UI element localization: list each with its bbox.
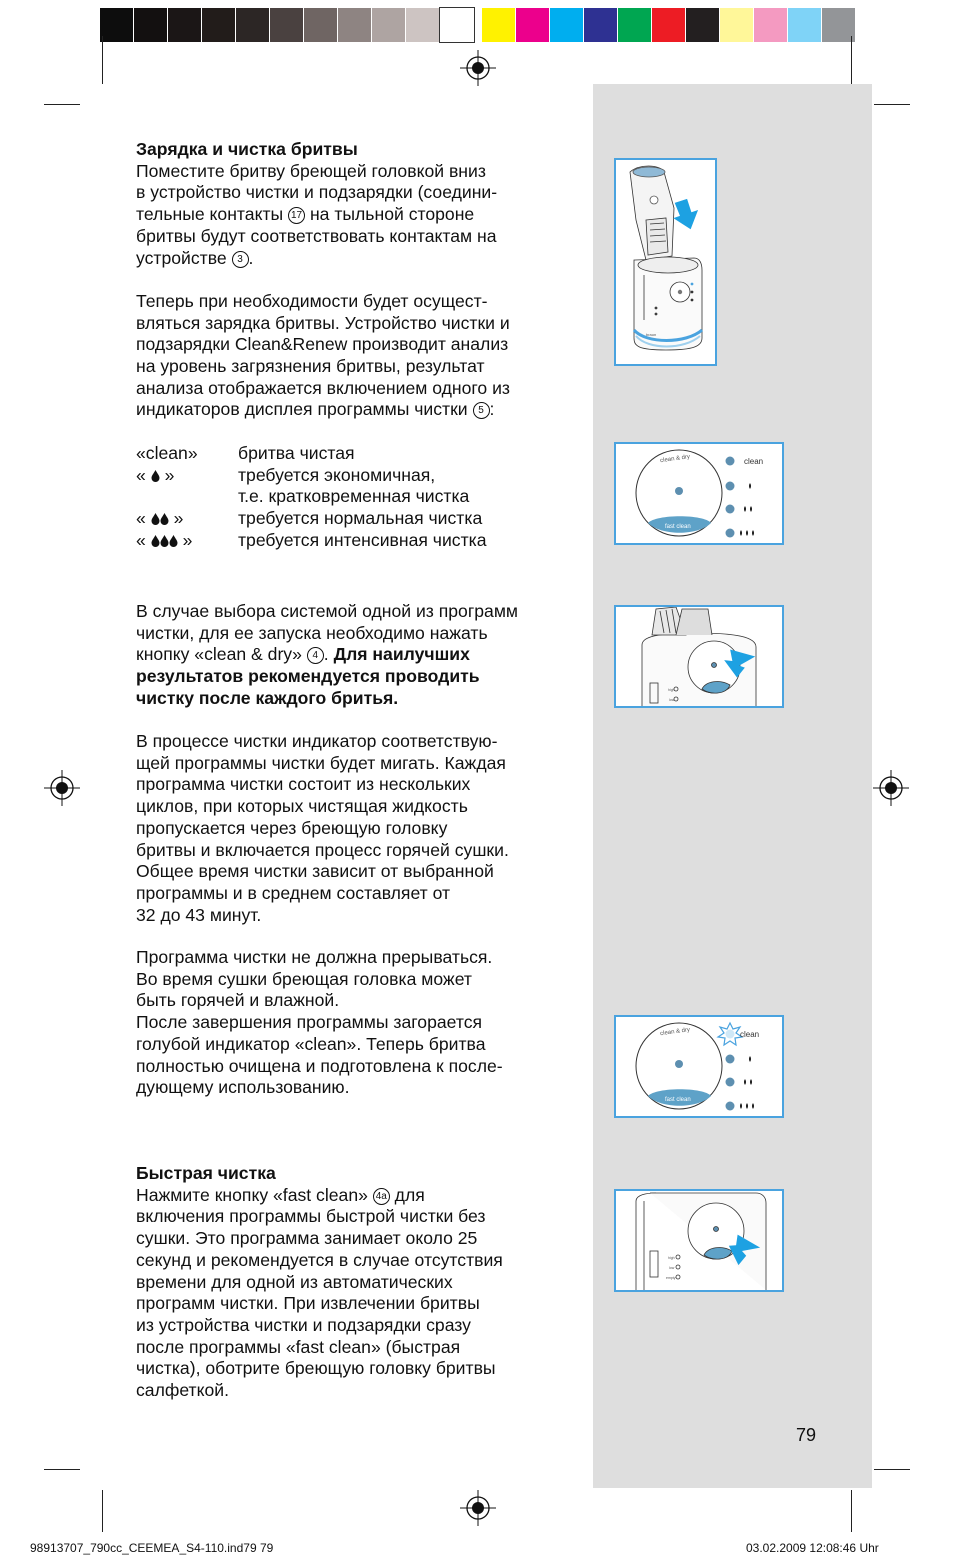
text-line: подзарядки Clean&Renew производит анализ	[136, 334, 509, 355]
reference-number: 5	[473, 402, 490, 419]
text-line: голубой индикатор «clean». Теперь бритва	[136, 1033, 486, 1054]
text-line: чистки, для ее запуска необходимо нажать	[136, 622, 488, 643]
color-swatch	[618, 8, 652, 42]
registration-mark	[873, 770, 909, 806]
color-swatch	[236, 8, 270, 42]
color-swatch	[202, 8, 236, 42]
text-line: индикаторов дисплея программы чистки 5 :	[136, 399, 495, 420]
text-line: В случае выбора системой одной из программ	[136, 601, 519, 621]
crop-mark	[851, 36, 852, 84]
reference-number: 4	[307, 647, 324, 664]
section-charging	[136, 139, 566, 551]
color-swatch	[686, 8, 720, 42]
section-title: Быстрая чистка	[136, 1163, 276, 1183]
text-line: Нажмите кнопку «fast clean» 4a для	[136, 1184, 425, 1205]
color-swatch	[134, 8, 168, 42]
text-line: времени для одной из автоматических	[136, 1271, 453, 1292]
color-swatch	[482, 8, 516, 42]
text-line: Общее время чистки зависит от выбранной	[136, 861, 494, 882]
indicator-row: « » требуется нормальная чистка	[136, 507, 483, 528]
text-line: вляться зарядка бритвы. Устройство чистки и	[136, 312, 510, 333]
text-line: кнопку «clean & dry» 4 . Для наилучших	[136, 644, 470, 665]
text-line: сушки. Это программа занимает около 25	[136, 1228, 478, 1249]
text-line: анализа отображается включением одного из	[136, 377, 510, 398]
reference-number: 3	[232, 251, 249, 268]
text-line: после программы «fast clean» (быстрая	[136, 1336, 461, 1357]
text-line: включения программы быстрой чистки без	[136, 1206, 486, 1227]
color-swatch	[338, 8, 372, 42]
text-line: тельные контакты 17 на тыльной стороне	[136, 204, 475, 225]
figure-display-indicators	[614, 442, 784, 545]
text-line: щей программы чистки будет мигать. Каждая	[136, 752, 506, 773]
registration-mark	[460, 1490, 496, 1526]
page-number: 79	[796, 1425, 817, 1445]
text-line: бритвы и включается процесс горячей сушки.	[136, 839, 509, 860]
crop-mark	[102, 1490, 103, 1532]
color-swatch	[584, 8, 618, 42]
text-line: программ чистки. При извлечении бритвы	[136, 1293, 480, 1314]
text-line: в устройство чистки и подзарядки (соедини-	[136, 182, 498, 203]
color-swatch	[652, 8, 686, 42]
indicator-list	[136, 443, 566, 552]
text-line: программы и в среднем составляет от	[136, 882, 451, 903]
crop-mark	[874, 104, 910, 105]
crop-mark	[102, 36, 103, 84]
text-line: программа чистки состоит из нескольких	[136, 774, 471, 795]
color-swatch	[754, 8, 788, 42]
text-line: дующему использованию.	[136, 1077, 350, 1098]
color-swatch	[516, 8, 550, 42]
crop-mark	[44, 104, 80, 105]
text-line: Поместите бритву бреющей головкой вниз	[136, 160, 486, 181]
brand-label: braun	[646, 332, 657, 337]
section-cleaning-process	[136, 731, 566, 926]
crop-mark	[44, 1469, 80, 1470]
reference-number: 4a	[373, 1188, 390, 1205]
color-swatch	[304, 8, 338, 42]
section-program-end	[136, 947, 566, 1099]
svg-text:high: high	[668, 688, 675, 692]
text-line: чистку после каждого бритья.	[136, 687, 399, 708]
color-swatch	[372, 8, 406, 42]
section-title: Зарядка и чистка бритвы	[136, 139, 358, 159]
footer-timestamp: 03.02.2009 12:08:46 Uhr	[746, 1541, 879, 1555]
footer-file-info: 98913707_790cc_CEEMEA_S4-110.ind79 79	[30, 1541, 274, 1555]
text-line: салфеткой.	[136, 1380, 229, 1401]
indicator-row: «clean» бритва чистая	[136, 442, 355, 463]
text-line: бритвы будут соответствовать контактам на	[136, 225, 497, 246]
text-line: Теперь при необходимости будет осущест-	[136, 290, 488, 311]
text-line: чистка), оботрите бреющую головку бритвы	[136, 1358, 496, 1379]
process-color-bar	[482, 8, 856, 42]
indicator-row: т.е. кратковременная чистка	[238, 486, 470, 507]
indicator-row: « » требуется экономичная,	[136, 464, 436, 485]
text-line: полностью очищена и подготовлена к после-	[136, 1055, 503, 1076]
grayscale-color-bar	[100, 8, 474, 42]
section-fast-clean	[136, 1163, 566, 1402]
figure-press-fast-clean	[614, 1189, 784, 1292]
text-line: устройстве 3 .	[136, 247, 254, 268]
svg-text:low: low	[669, 698, 675, 702]
text-line: из устройства чистки и подзарядки сразу	[136, 1314, 471, 1335]
reference-number: 17	[288, 207, 305, 224]
text-line: В процессе чистки индикатор соответствую-	[136, 731, 498, 751]
color-swatch	[440, 8, 474, 42]
drop-icon	[151, 530, 178, 550]
color-swatch	[406, 8, 440, 42]
figure-press-clean-dry	[614, 605, 784, 708]
registration-mark	[460, 50, 496, 86]
registration-mark	[44, 770, 80, 806]
text-line: результатов рекомендуется проводить	[136, 666, 480, 687]
figure-shaver-insert	[614, 158, 717, 366]
text-line: секунд и рекомендуется в случае отсутствия	[136, 1249, 503, 1270]
color-swatch	[270, 8, 304, 42]
text-line: Во время сушки бреющая головка может	[136, 968, 472, 989]
crop-mark	[874, 1469, 910, 1470]
svg-text:fast clean: fast clean	[665, 1097, 691, 1103]
text-line: После завершения программы загорается	[136, 1012, 483, 1033]
color-swatch	[100, 8, 134, 42]
indicator-row: « » требуется интенсивная чистка	[136, 529, 487, 550]
color-swatch	[720, 8, 754, 42]
text-line: на уровень загрязнения бритвы, результат	[136, 356, 485, 377]
text-line: циклов, при которых чистящая жидкость	[136, 796, 468, 817]
drop-icon	[151, 465, 160, 485]
svg-text:low: low	[669, 1266, 675, 1270]
crop-mark	[851, 1490, 852, 1532]
color-swatch	[550, 8, 584, 42]
section-start-cleaning	[136, 601, 566, 710]
text-line: пропускается через бреющую головку	[136, 817, 448, 838]
svg-text:empty: empty	[666, 1276, 676, 1280]
svg-text:fast clean: fast clean	[665, 524, 691, 530]
svg-text:clean: clean	[744, 457, 764, 466]
svg-text:high: high	[668, 1256, 675, 1260]
text-line: 32 до 43 минут.	[136, 904, 262, 925]
color-swatch	[788, 8, 822, 42]
svg-text:clean: clean	[740, 1030, 760, 1039]
drop-icon	[151, 508, 169, 528]
svg-text:clean & dry: clean & dry	[659, 1027, 691, 1038]
text-line: Программа чистки не должна прерываться.	[136, 947, 493, 967]
color-swatch	[168, 8, 202, 42]
text-line: быть горячей и влажной.	[136, 990, 340, 1011]
figure-display-clean-lit	[614, 1015, 784, 1118]
svg-text:clean & dry: clean & dry	[659, 454, 691, 465]
